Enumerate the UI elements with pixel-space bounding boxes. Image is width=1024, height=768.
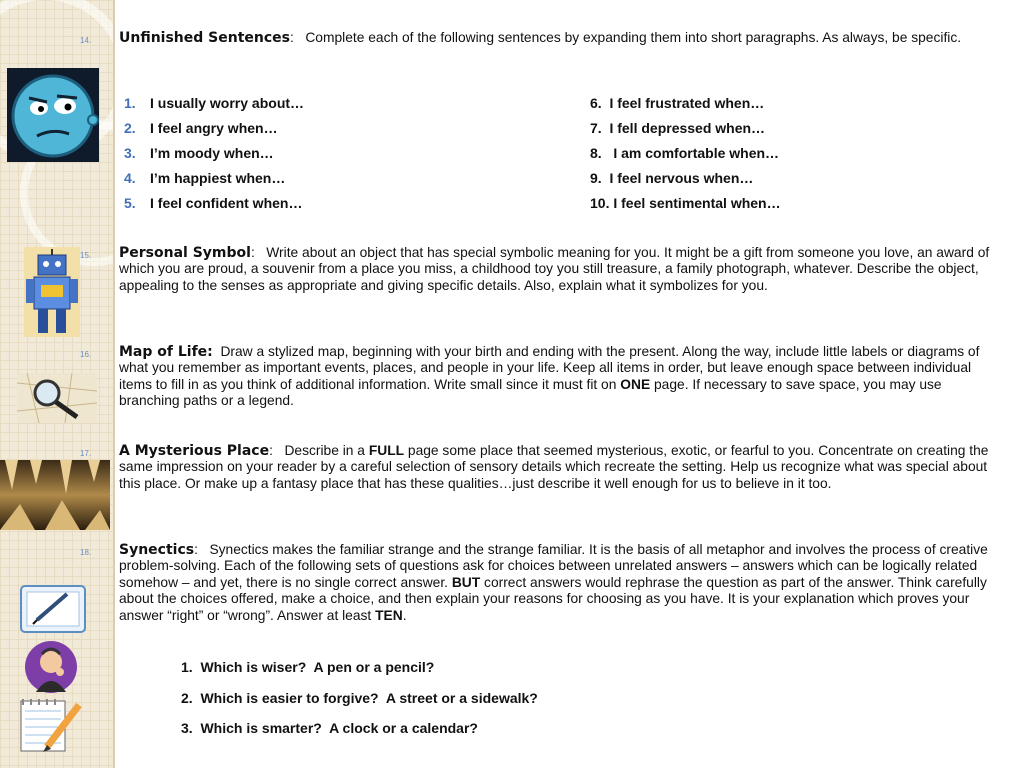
map-of-life-paragraph — [119, 344, 994, 410]
personal-symbol-colon: : — [250, 245, 255, 260]
list-item-number: 2. — [124, 120, 136, 136]
magnifying-glass-map-icon — [17, 373, 97, 423]
map-of-life-text: Draw a stylized map, beginning with your birth and ending with the present. Along the way, include little labels or diagrams of what you remember as important events, places, and people in your life. Keep all items in order, but leave enough space between individual items to fill in as you think of additional information. Write small since it must fit on — [119, 344, 980, 392]
map-of-life-title: Map of Life: — [119, 344, 213, 360]
item-number-16: 16. — [80, 350, 92, 359]
list-item-number: 5. — [124, 195, 136, 211]
synectics-title: Synectics — [119, 542, 195, 558]
list-item-text: I usually worry about… — [150, 95, 305, 111]
list-item: 7. I fell depressed when… — [590, 120, 766, 136]
synectics-text-end: . — [402, 607, 407, 623]
mysterious-place-paragraph — [119, 443, 994, 492]
list-item-text: I’m happiest when… — [150, 170, 286, 186]
unfinished-sentences-title: Unfinished Sentences — [119, 30, 290, 46]
list-item: 9. I feel nervous when… — [590, 170, 754, 186]
unfinished-sentences-text: Complete each of the following sentences by expanding them into short paragraphs. As always, be specific. — [305, 30, 962, 45]
worried-face-icon — [7, 68, 99, 162]
list-item: 6. I feel frustrated when… — [590, 95, 765, 111]
mysterious-place-colon: : — [269, 443, 273, 458]
pen-and-tablet-icon — [17, 580, 89, 638]
list-item-text: I’m moody when… — [150, 145, 274, 161]
synectics-question: 2. Which is easier to forgive? A street or a sidewalk? — [181, 690, 538, 706]
synectics-text: Synectics makes the familiar strange and the strange familiar. It is the basis of all metaphor and involves the process of creative problem-solving. Each of the following sets of questions ask for choices between unrelated answers – answers which can be logically related somehow – and yet, there is no single correct answer. — [119, 542, 988, 590]
synectics-colon: : — [194, 542, 198, 557]
list-item — [124, 170, 285, 186]
unfinished-sentences-colon: : — [290, 30, 294, 45]
personal-symbol-text: Write about an object that has special symbolic meaning for you. It might be a gift from someone you love, an award of which you are proud, a souvenir from a place you miss, a childhood toy you still treasure, a family photograph, whatever. Describe the object, appealing to the senses as appropriate and giving specific details. Also, explain what it symbolizes for you. — [119, 245, 990, 293]
list-item-number: 4. — [124, 170, 136, 186]
item-number-15: 15. — [80, 251, 92, 260]
synectics-emphasis-but: BUT — [451, 574, 481, 590]
list-item: 8. I am comfortable when… — [590, 145, 780, 161]
synectics-emphasis-ten: TEN — [375, 607, 403, 623]
mysterious-place-emphasis: FULL — [368, 443, 405, 458]
notepad-pencil-icon — [17, 697, 83, 753]
item-number-17: 17. — [80, 449, 92, 458]
item-number-14: 14. — [80, 36, 92, 45]
list-item — [124, 145, 274, 161]
mysterious-place-text-end: page some place that seemed mysterious, exotic, or fearful to you. Concentrate on creating the same impression on your reader by a careful selection of sensory details which recreate the setting. Help us recognize what was special about this place. Or make up a fantasy place that has these qualities…just describe it well enough for us to believe in it too. — [119, 443, 989, 491]
mysterious-place-title: A Mysterious Place — [119, 443, 270, 459]
unfinished-sentences-paragraph — [119, 30, 994, 46]
synectics-paragraph — [119, 542, 994, 624]
list-item-number: 3. — [124, 145, 136, 161]
synectics-text-middle: correct answers would rephrase the question as part of the answer. Think carefully about the choices offered, make a choice, and then explain your reasons for choosing as you have. It is your explanation which proves your answer “right” or “wrong”. Answer at least — [119, 574, 987, 623]
map-of-life-emphasis: ONE — [620, 376, 651, 392]
synectics-question: 1. Which is wiser? A pen or a pencil? — [181, 659, 435, 675]
item-number-18: 18. — [80, 548, 92, 557]
list-item-text: I feel confident when… — [150, 195, 303, 211]
list-item — [124, 120, 278, 136]
list-item — [124, 195, 302, 211]
list-item — [124, 95, 304, 111]
cave-photo-icon — [0, 460, 110, 530]
personal-symbol-paragraph — [119, 245, 994, 294]
personal-symbol-title: Personal Symbol — [119, 245, 251, 261]
synectics-question: 3. Which is smarter? A clock or a calendar? — [181, 720, 478, 736]
list-item: 10. I feel sentimental when… — [590, 195, 781, 211]
list-item-number: 1. — [124, 95, 136, 111]
thinking-man-icon — [24, 640, 78, 694]
toy-robot-icon — [24, 247, 80, 337]
mysterious-place-text: Describe in a — [284, 443, 365, 458]
list-item-text: I feel angry when… — [150, 120, 278, 136]
map-of-life-text-end: page. If necessary to save space, you may use branching paths or a legend. — [119, 376, 942, 409]
